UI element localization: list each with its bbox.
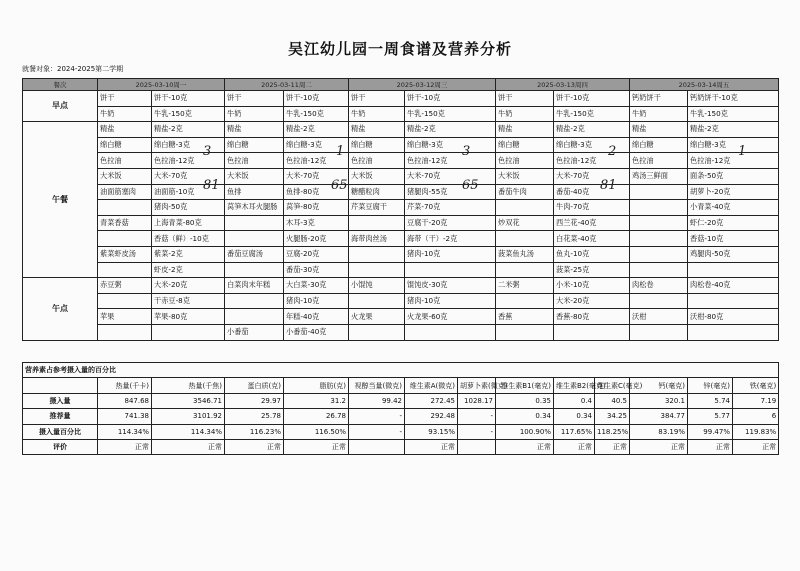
ingredient: [688, 324, 779, 340]
nutrition-value: 正常: [405, 439, 458, 454]
dish-name: 鱼排: [225, 184, 284, 200]
dish-name: [225, 262, 284, 278]
dish-name: 莴笋木耳火腿肠: [225, 200, 284, 216]
ingredient: [405, 262, 496, 278]
nutrition-value: 1028.17: [458, 393, 496, 408]
nutrition-value: 6: [733, 409, 779, 424]
ingredient: 海带（干）-2克: [405, 231, 496, 247]
dish-name: 白菜肉末年糕: [225, 278, 284, 294]
ingredient: 面条-50克: [688, 168, 779, 184]
ingredient: 小青菜-40克: [688, 200, 779, 216]
nutrition-value: -: [458, 424, 496, 439]
nutrition-value: 320.1: [630, 393, 688, 408]
ingredient: 大米-70克: [405, 168, 496, 184]
nutrition-value: 25.78: [225, 409, 284, 424]
nutrition-value: 100.90%: [496, 424, 554, 439]
dish-name: 色拉油: [98, 153, 152, 169]
ingredient: 紫菜-2克: [152, 246, 225, 262]
table-row: [23, 424, 779, 439]
nutrition-value: 0.34: [554, 409, 595, 424]
nutrition-value: [458, 439, 496, 454]
dish-name: [98, 262, 152, 278]
ingredient: 鱼丸-10克: [554, 246, 630, 262]
table-row: [23, 184, 779, 200]
meal-label: 午餐: [23, 122, 98, 278]
ingredient: 牛乳-150克: [688, 106, 779, 122]
nutrition-value: 83.19%: [630, 424, 688, 439]
nutrition-value: 117.65%: [554, 424, 595, 439]
dish-name: 菠菜鱼丸汤: [496, 246, 554, 262]
dish-name: 大米饭: [98, 168, 152, 184]
dish-name: 色拉油: [349, 153, 405, 169]
dish-name: 香蕉: [496, 309, 554, 325]
dish-name: 精盐: [349, 122, 405, 138]
nutrition-value: 7.19: [733, 393, 779, 408]
table-row: [23, 153, 779, 169]
ingredient: [405, 324, 496, 340]
nutrition-value: 34.25: [595, 409, 630, 424]
ingredient: 牛乳-150克: [554, 106, 630, 122]
dish-name: 小番茄: [225, 324, 284, 340]
ingredient: 牛肉-70克: [554, 200, 630, 216]
nutrition-value: 40.5: [595, 393, 630, 408]
nutrition-value: 5.74: [688, 393, 733, 408]
dish-name: [98, 324, 152, 340]
ingredient: 猪肉-10克: [284, 293, 349, 309]
ingredient: 牛乳-150克: [284, 106, 349, 122]
nutrition-value: 正常: [595, 439, 630, 454]
dish-name: [349, 215, 405, 231]
nutrition-value: 正常: [733, 439, 779, 454]
nutrition-value: 正常: [225, 439, 284, 454]
dish-name: 饼干: [98, 91, 152, 107]
ingredient: 豆腐干-20克: [405, 215, 496, 231]
dish-name: 苹果: [98, 309, 152, 325]
header-day: 2025-03-11周二: [225, 79, 349, 91]
table-row: [23, 137, 779, 153]
table-row: [23, 106, 779, 122]
dish-name: [349, 324, 405, 340]
dish-name: 小馄饨: [349, 278, 405, 294]
ingredient: 西兰花-40克: [554, 215, 630, 231]
dish-name: 糖醋粒肉: [349, 184, 405, 200]
ingredient: 鱼排-80克: [284, 184, 349, 200]
dish-name: 绵白糖: [349, 137, 405, 153]
ingredient: 猪肉-10克: [405, 293, 496, 309]
ingredient: 绵白糖-3克: [152, 137, 225, 153]
nutrition-value: 3101.92: [152, 409, 225, 424]
dish-name: 牛奶: [225, 106, 284, 122]
nutrient-header: 热量(千卡): [98, 378, 152, 393]
meal-label: 午点: [23, 278, 98, 340]
nutrition-row-label: 评价: [23, 439, 98, 454]
header-day: 2025-03-10周一: [98, 79, 225, 91]
nutrition-value: -: [458, 409, 496, 424]
dish-name: [496, 262, 554, 278]
weekly-menu-table: [22, 78, 779, 341]
ingredient: 绵白糖-3克: [688, 137, 779, 153]
dish-name: 绵白糖: [496, 137, 554, 153]
ingredient: 大米-70克: [284, 168, 349, 184]
ingredient: 香菇-10克: [688, 231, 779, 247]
ingredient: 猪肉-50克: [152, 200, 225, 216]
dish-name: [496, 200, 554, 216]
ingredient: 芹菜-70克: [405, 200, 496, 216]
table-row: [23, 246, 779, 262]
dish-name: 青菜香菇: [98, 215, 152, 231]
nutrition-value: 3546.71: [152, 393, 225, 408]
ingredient: 鸡腿肉-50克: [688, 246, 779, 262]
header-day: 2025-03-12周三: [349, 79, 496, 91]
nutrition-value: 119.83%: [733, 424, 779, 439]
ingredient: 豆腐-20克: [284, 246, 349, 262]
ingredient: 精盐-2克: [405, 122, 496, 138]
nutrition-value: 93.15%: [405, 424, 458, 439]
dish-name: 钙奶饼干: [630, 91, 688, 107]
nutrient-header: 蛋白质(克): [225, 378, 284, 393]
header-corner: 餐次: [23, 79, 98, 91]
dish-name: 海带肉丝汤: [349, 231, 405, 247]
dish-name: [225, 309, 284, 325]
dish-name: 炒双花: [496, 215, 554, 231]
dish-name: [496, 324, 554, 340]
ingredient: 猪肉-10克: [405, 246, 496, 262]
dish-name: 大米饭: [496, 168, 554, 184]
nutrition-value: [349, 439, 405, 454]
ingredient: 色拉油-12克: [284, 153, 349, 169]
menu-header-row: [23, 79, 779, 91]
handwritten-mark: 65: [462, 178, 479, 193]
dish-name: [98, 231, 152, 247]
table-row: [23, 293, 779, 309]
dish-name: 牛奶: [630, 106, 688, 122]
dish-name: [630, 246, 688, 262]
ingredient: 苹果-80克: [152, 309, 225, 325]
dish-name: [98, 200, 152, 216]
handwritten-mark: 81: [203, 178, 220, 193]
nutrition-value: 116.23%: [225, 424, 284, 439]
ingredient: 绵白糖-3克: [405, 137, 496, 153]
ingredient: 油面筋-10克: [152, 184, 225, 200]
ingredient: 番茄-40克: [554, 184, 630, 200]
dish-name: 饼干: [225, 91, 284, 107]
ingredient: 肉松卷-40克: [688, 278, 779, 294]
ingredient: 精盐-2克: [284, 122, 349, 138]
ingredient: 绵白糖-3克: [554, 137, 630, 153]
nutrition-value: 正常: [496, 439, 554, 454]
dish-name: 饼干: [349, 91, 405, 107]
ingredient: 虾皮-2克: [152, 262, 225, 278]
table-row: [23, 393, 779, 408]
ingredient: 大白菜-30克: [284, 278, 349, 294]
dish-name: 绵白糖: [225, 137, 284, 153]
nutrition-value: -: [349, 424, 405, 439]
nutrition-value: 29.97: [225, 393, 284, 408]
nutrition-value: 0.35: [496, 393, 554, 408]
header-day: 2025-03-14周五: [630, 79, 779, 91]
dish-name: [98, 293, 152, 309]
ingredient: 菠菜-25克: [554, 262, 630, 278]
dish-name: 番茄豆腐汤: [225, 246, 284, 262]
nutrient-header: 维生素B2(毫克): [554, 378, 595, 393]
ingredient: 牛乳-150克: [405, 106, 496, 122]
dish-name: 色拉油: [496, 153, 554, 169]
nutrient-header: 胡萝卜素(微克): [458, 378, 496, 393]
handwritten-mark: 81: [600, 178, 617, 193]
table-row: [23, 439, 779, 454]
ingredient: 木耳-3克: [284, 215, 349, 231]
dish-name: 肉松卷: [630, 278, 688, 294]
ingredient: [688, 293, 779, 309]
nutrition-caption-row: [23, 363, 779, 378]
dish-name: [225, 293, 284, 309]
nutrition-caption: 营养素占参考摄入量的百分比: [23, 363, 779, 378]
table-row: [23, 409, 779, 424]
dish-name: 赤豆粥: [98, 278, 152, 294]
dish-name: 牛奶: [496, 106, 554, 122]
ingredient: 色拉油-12克: [405, 153, 496, 169]
ingredient: 火腿肠-20克: [284, 231, 349, 247]
nutrient-header: 热量(千焦): [152, 378, 225, 393]
ingredient: 虾仁-20克: [688, 215, 779, 231]
dish-name: 绵白糖: [630, 137, 688, 153]
dish-name: [630, 324, 688, 340]
dish-name: 芹菜豆腐干: [349, 200, 405, 216]
dish-name: 牛奶: [98, 106, 152, 122]
table-row: [23, 215, 779, 231]
dish-name: [225, 231, 284, 247]
table-row: [23, 262, 779, 278]
dish-name: 二米粥: [496, 278, 554, 294]
ingredient: 精盐-2克: [688, 122, 779, 138]
table-row: [23, 231, 779, 247]
nutrition-row-label: 摄入量百分比: [23, 424, 98, 439]
dish-name: [630, 215, 688, 231]
dish-name: 番茄牛肉: [496, 184, 554, 200]
nutrition-value: 正常: [554, 439, 595, 454]
nutrient-header: 锌(毫克): [688, 378, 733, 393]
ingredient: 小番茄-40克: [284, 324, 349, 340]
table-row: [23, 324, 779, 340]
nutrition-value: 0.4: [554, 393, 595, 408]
ingredient: 色拉油-12克: [152, 153, 225, 169]
table-row: [23, 278, 779, 294]
ingredient: 年糕-40克: [284, 309, 349, 325]
nutrition-value: 正常: [98, 439, 152, 454]
dish-name: [349, 262, 405, 278]
ingredient: 馄饨皮-30克: [405, 278, 496, 294]
dish-name: 精盐: [98, 122, 152, 138]
ingredient: 大米-20克: [152, 278, 225, 294]
nutrition-value: 31.2: [284, 393, 349, 408]
dish-name: [630, 231, 688, 247]
nutrition-value: 正常: [152, 439, 225, 454]
nutrition-value: 99.47%: [688, 424, 733, 439]
ingredient: 干赤豆-8克: [152, 293, 225, 309]
dish-name: [496, 231, 554, 247]
ingredient: 色拉油-12克: [554, 153, 630, 169]
nutrition-value: 0.34: [496, 409, 554, 424]
document-subtitle: 就餐对象：2024-2025第二学期: [22, 65, 124, 73]
dish-name: 精盐: [630, 122, 688, 138]
nutrition-header-corner: [23, 378, 98, 393]
ingredient: 白花菜-40克: [554, 231, 630, 247]
table-row: [23, 168, 779, 184]
nutrition-value: 272.45: [405, 393, 458, 408]
nutrition-value: 正常: [688, 439, 733, 454]
table-row: [23, 91, 779, 107]
dish-name: [349, 246, 405, 262]
handwritten-mark: 1: [738, 144, 747, 159]
nutrient-header: 脂肪(克): [284, 378, 349, 393]
ingredient: 钙奶饼干-10克: [688, 91, 779, 107]
dish-name: [630, 200, 688, 216]
ingredient: 绵白糖-3克: [284, 137, 349, 153]
nutrition-value: -: [349, 409, 405, 424]
dish-name: 油面筋塞肉: [98, 184, 152, 200]
nutrition-value: 116.50%: [284, 424, 349, 439]
nutrition-value: 741.38: [98, 409, 152, 424]
dish-name: [630, 262, 688, 278]
ingredient: 色拉油-12克: [688, 153, 779, 169]
ingredient: 胡萝卜-20克: [688, 184, 779, 200]
nutrient-header: 维生素B1(毫克): [496, 378, 554, 393]
ingredient: 番茄-30克: [284, 262, 349, 278]
nutrient-header: 维生素A(微克): [405, 378, 458, 393]
handwritten-mark: 65: [331, 178, 348, 193]
dish-name: 牛奶: [349, 106, 405, 122]
dish-name: [349, 293, 405, 309]
table-row: [23, 200, 779, 216]
dish-name: 精盐: [225, 122, 284, 138]
nutrition-value: 26.78: [284, 409, 349, 424]
ingredient: 猪腿肉-55克: [405, 184, 496, 200]
dish-name: 饼干: [496, 91, 554, 107]
ingredient: 牛乳-150克: [152, 106, 225, 122]
ingredient: [688, 262, 779, 278]
ingredient: 莴笋-80克: [284, 200, 349, 216]
ingredient: 大米-70克: [152, 168, 225, 184]
ingredient: 火龙果-60克: [405, 309, 496, 325]
table-row: [23, 309, 779, 325]
dish-name: 沃柑: [630, 309, 688, 325]
ingredient: 上海青菜-80克: [152, 215, 225, 231]
nutrient-header: 钙(毫克): [630, 378, 688, 393]
ingredient: 精盐-2克: [152, 122, 225, 138]
nutrition-value: 正常: [630, 439, 688, 454]
nutrition-table: [22, 362, 779, 455]
handwritten-mark: 3: [462, 144, 471, 159]
nutrition-value: 114.34%: [98, 424, 152, 439]
dish-name: 紫菜虾皮汤: [98, 246, 152, 262]
dish-name: 大米饭: [225, 168, 284, 184]
nutrition-value: 99.42: [349, 393, 405, 408]
meal-label: 早点: [23, 91, 98, 122]
dish-name: 鸡汤三鲜面: [630, 168, 688, 184]
dish-name: 绵白糖: [98, 137, 152, 153]
ingredient: 精盐-2克: [554, 122, 630, 138]
ingredient: 大米-70克: [554, 168, 630, 184]
dish-name: 精盐: [496, 122, 554, 138]
nutrition-value: 5.77: [688, 409, 733, 424]
dish-name: 色拉油: [630, 153, 688, 169]
dish-name: [225, 215, 284, 231]
nutrition-value: 114.34%: [152, 424, 225, 439]
nutrition-row-label: 推荐量: [23, 409, 98, 424]
table-row: [23, 122, 779, 138]
handwritten-mark: 3: [203, 144, 212, 159]
nutrient-header: 维生素C(毫克): [595, 378, 630, 393]
dish-name: 大米饭: [349, 168, 405, 184]
ingredient: 饼干-10克: [152, 91, 225, 107]
ingredient: 大米-20克: [554, 293, 630, 309]
dish-name: [630, 293, 688, 309]
dish-name: 色拉油: [225, 153, 284, 169]
ingredient: 香菇（鲜）-10克: [152, 231, 225, 247]
nutrition-value: 847.68: [98, 393, 152, 408]
dish-name: 火龙果: [349, 309, 405, 325]
ingredient: [554, 324, 630, 340]
nutrition-header-row: [23, 378, 779, 393]
ingredient: 饼干-10克: [554, 91, 630, 107]
ingredient: 饼干-10克: [284, 91, 349, 107]
nutrition-value: 正常: [284, 439, 349, 454]
nutrient-header: 铁(毫克): [733, 378, 779, 393]
nutrition-value: 384.77: [630, 409, 688, 424]
header-day: 2025-03-13周四: [496, 79, 630, 91]
nutrition-value: 118.25%: [595, 424, 630, 439]
nutrition-value: 292.48: [405, 409, 458, 424]
handwritten-mark: 2: [608, 144, 617, 159]
ingredient: 沃柑-80克: [688, 309, 779, 325]
dish-name: [496, 293, 554, 309]
handwritten-mark: 1: [336, 144, 345, 159]
ingredient: [152, 324, 225, 340]
document-title: 吴江幼儿园一周食谱及营养分析: [287, 40, 512, 58]
dish-name: [630, 184, 688, 200]
nutrition-row-label: 摄入量: [23, 393, 98, 408]
nutrient-header: 视醇当量(微克): [349, 378, 405, 393]
ingredient: 香蕉-80克: [554, 309, 630, 325]
ingredient: 饼干-10克: [405, 91, 496, 107]
ingredient: 小米-10克: [554, 278, 630, 294]
